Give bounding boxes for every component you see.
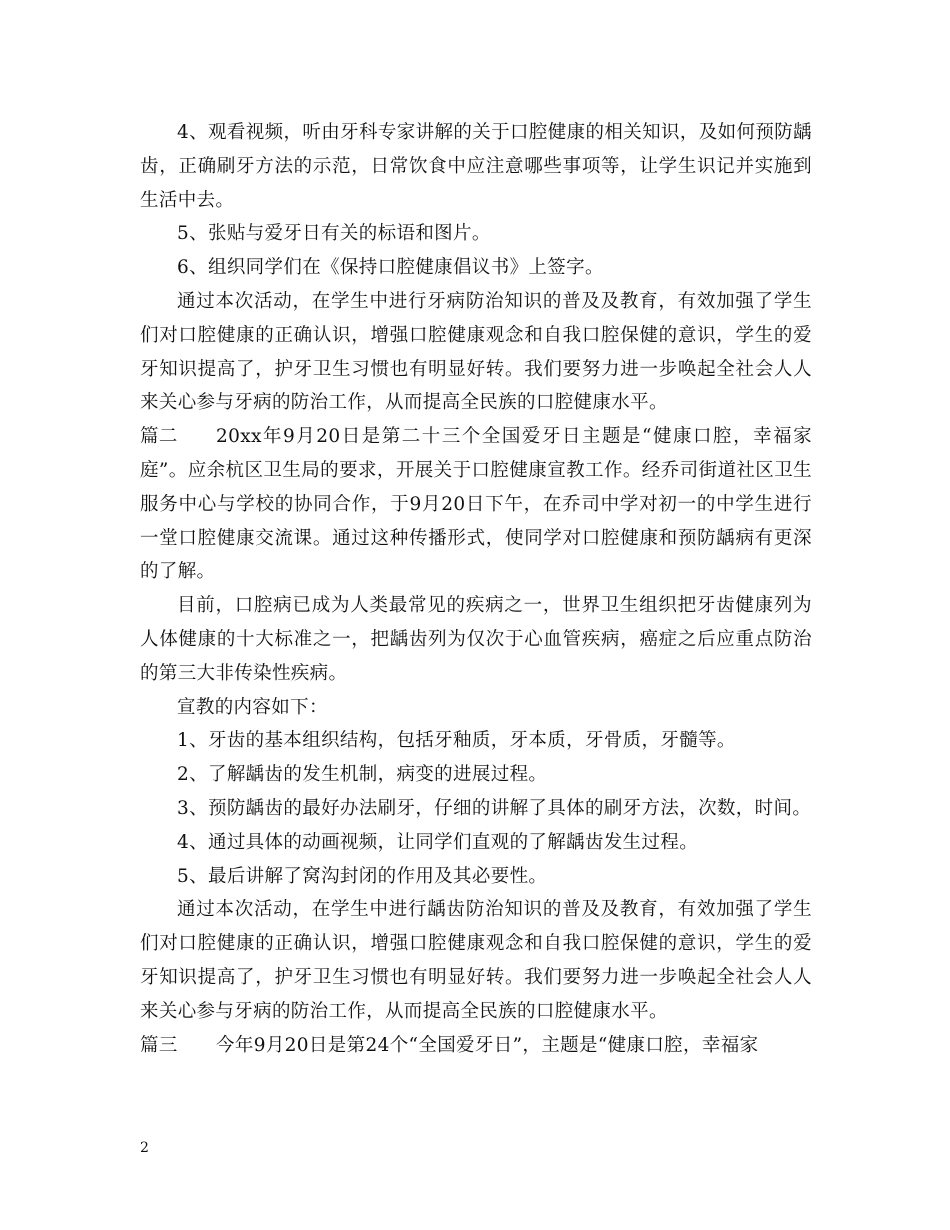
list-item-1: 1、牙齿的基本组织结构，包括牙釉质，牙本质，牙骨质，牙髓等。 — [177, 730, 736, 752]
section-two-text: 20xx年9月20日是第二十三个全国爱牙日主题是“健康口腔，幸福家庭”。应余杭区卫生局的要求，开展关于口腔健康宣教工作。经乔司街道社区卫生服务中心与学校的协同合作，于9月20日下午，在乔司中学对初一的中学生进行一堂口腔健康交流课。通过这种传播形式，使同学对口腔健康和预防龋病有更深的了解。 — [140, 426, 812, 583]
document-body — [140, 116, 812, 1062]
paragraph-signature-item: 6、组织同学们在《保持口腔健康倡议书》上签字。 — [177, 257, 604, 279]
section-three-label: 篇三 — [140, 1034, 178, 1056]
list-item-3: 3、预防龋齿的最好办法刷牙，仔细的讲解了具体的刷牙方法，次数，时间。 — [177, 797, 812, 819]
section-three-paragraph — [140, 1029, 812, 1063]
section-three-text: 今年9月20日是第24个“全国爱牙日”，主题是“健康口腔，幸福家 — [216, 1034, 759, 1056]
list-item-5: 5、最后讲解了窝沟封闭的作用及其必要性。 — [177, 865, 548, 887]
paragraph-content-intro: 宣教的内容如下： — [177, 696, 328, 718]
list-item-4: 4、通过具体的动画视频，让同学们直观的了解龋齿发生过程。 — [177, 831, 699, 853]
paragraph-summary-1: 通过本次活动，在学生中进行牙病防治知识的普及及教育，有效加强了学生们对口腔健康的正确认识，增强口腔健康观念和自我口腔保健的意识，学生的爱牙知识提高了，护牙卫生习惯也有明显好转。我们要努力进一步唤起全社会人人来关心参与牙病的防治工作，从而提高全民族的口腔健康水平。 — [140, 290, 812, 414]
paragraph-summary-2: 通过本次活动，在学生中进行龋齿防治知识的普及及教育，有效加强了学生们对口腔健康的正确认识，增强口腔健康观念和自我口腔保健的意识，学生的爱牙知识提高了，护牙卫生习惯也有明显好转。我们要努力进一步唤起全社会人人来关心参与牙病的防治工作，从而提高全民族的口腔健康水平。 — [140, 899, 812, 1022]
page-number: 2 — [140, 1140, 149, 1156]
paragraph-video-item: 4、观看视频，听由牙科专家讲解的关于口腔健康的相关知识，及如何预防龋齿，正确刷牙方法的示范，日常饮食中应注意哪些事项等，让学生识记并实施到生活中去。 — [140, 122, 812, 211]
paragraph-oral-disease: 目前，口腔病已成为人类最常见的疾病之一，世界卫生组织把牙齿健康列为人体健康的十大标准之一，把龋齿列为仅次于心血管疾病，癌症之后应重点防治的第三大非传染性疾病。 — [140, 595, 812, 684]
section-two-label: 篇二 — [140, 426, 178, 448]
section-two-paragraph — [140, 420, 812, 589]
paragraph-poster-item: 5、张贴与爱牙日有关的标语和图片。 — [177, 223, 491, 245]
list-item-2: 2、了解龋齿的发生机制，病变的进展过程。 — [177, 764, 548, 786]
